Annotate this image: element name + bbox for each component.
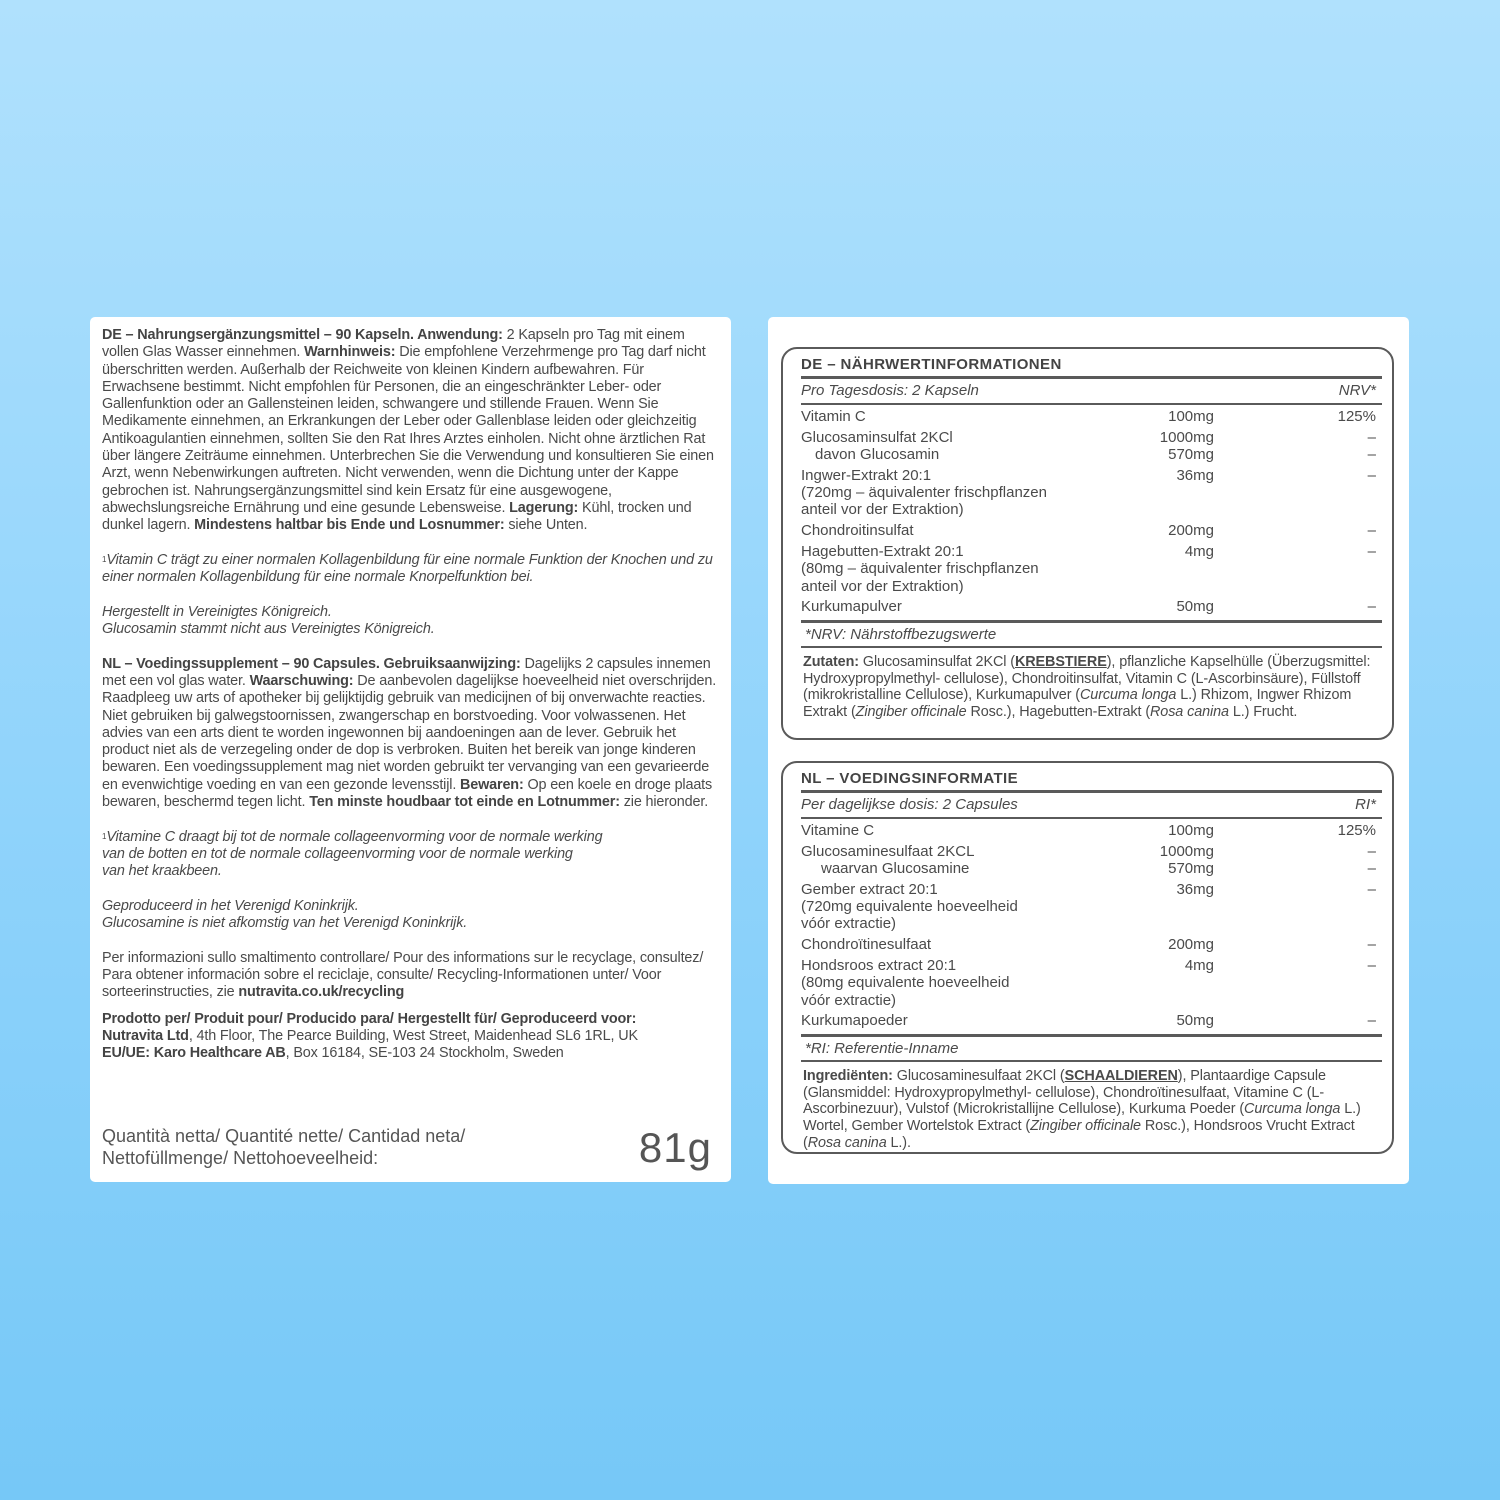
ingredients-text: Rosc.), Hondsroos Vrucht Extract ( bbox=[803, 1118, 1355, 1151]
ingredients-text: L.) Wortel, Gember Wortelstok Extract ( bbox=[803, 1101, 1361, 1135]
table-row bbox=[801, 598, 1382, 615]
nutrient-amount: 50mg bbox=[1176, 1012, 1214, 1030]
nutrient-ref: – bbox=[1367, 880, 1376, 898]
footnote-marker: 1 bbox=[102, 831, 107, 841]
nl-origin-line-1: Geproduceerd in het Verenigd Koninkrijk. bbox=[102, 897, 359, 914]
producer-label: Prodotto per/ Produit pour/ Producido para/ Hergestellt für/ Geproduceerd voor: bbox=[102, 1010, 637, 1027]
allergen: KREBSTIERE bbox=[1014, 653, 1107, 670]
nl-table-title: NL – VOEDINGSINFORMATIE bbox=[801, 763, 1382, 793]
nutrient-amount: 36mg bbox=[1176, 880, 1214, 898]
table-row bbox=[801, 408, 1382, 425]
nl-claim-line-1: Vitamine C draagt bij tot de normale collageenvorming voor de normale werking bbox=[106, 828, 603, 845]
nl-ref-header: RI* bbox=[1355, 796, 1376, 813]
nl-storage-text: Op een koele en droge plaats bewaren, beschermd tegen licht. bbox=[102, 776, 713, 811]
nutrient-amount: 100mg bbox=[1168, 822, 1214, 839]
nl-storage-heading: Bewaren: bbox=[460, 776, 524, 793]
de-nutrition-table bbox=[781, 347, 1394, 740]
nl-table-rows bbox=[801, 819, 1382, 1037]
nutrient-name: Ingwer-Extrakt 20:1 bbox=[801, 466, 932, 484]
nutrient-amount: 4mg bbox=[1184, 543, 1214, 561]
nl-bestbefore-text: zie hieronder. bbox=[619, 794, 709, 811]
nutrient-ref: – bbox=[1367, 446, 1376, 464]
nutrient-name: Hondsroos extract 20:1 bbox=[801, 957, 957, 975]
nl-table-footnote: *RI: Referentie-Inname bbox=[801, 1037, 1382, 1062]
de-usage-text: 2 Kapseln pro Tag mit einem vollen Glas Wasser einnehmen. bbox=[102, 327, 685, 361]
nutrient-amount: 1000mg bbox=[1159, 428, 1214, 446]
nutrient-name: Kurkumapoeder bbox=[801, 1012, 908, 1030]
de-origin-line-2: Glucosamin stammt nicht aus Vereinigtes Königreich. bbox=[102, 621, 435, 638]
nutrient-ref: – bbox=[1367, 842, 1376, 860]
nl-claim-line-3: van het kraakbeen. bbox=[102, 863, 222, 880]
ingredients-text: ), Plantaardige Capsule (Glansmiddel: Hydroxypropylmethyl- cellulose), Chondroïtinesulfaat, Vitamine C (L-Ascorbinezuur), Vulstof (Microkristallijne Cellulose), Kurkuma Poeder ( bbox=[803, 1067, 1326, 1118]
table-row bbox=[801, 522, 1382, 539]
nl-bestbefore-heading: Ten minste houdbaar tot einde en Lotnummer: bbox=[309, 794, 620, 811]
nutrient-amount: 100mg bbox=[1168, 408, 1214, 425]
table-row bbox=[801, 543, 1382, 595]
table-row bbox=[801, 936, 1382, 953]
nutrient-ref: – bbox=[1367, 543, 1376, 561]
de-per-dose: Pro Tagesdosis: 2 Kapseln bbox=[801, 382, 979, 399]
de-table-footnote: *NRV: Nährstoffbezugswerte bbox=[801, 623, 1382, 648]
nutrient-amount: 36mg bbox=[1176, 466, 1214, 484]
nl-usage-text: Dagelijks 2 capsules innemen met een vol glas water. bbox=[102, 655, 711, 689]
nutrient-amount: 570mg bbox=[1168, 860, 1214, 878]
nl-origin bbox=[102, 898, 719, 933]
nl-warning-heading: Waarschuwing: bbox=[249, 672, 354, 689]
uk-address: , 4th Floor, The Pearce Building, West Street, Maidenhead SL6 1RL, UK bbox=[188, 1027, 638, 1044]
recycling-info bbox=[102, 950, 719, 1002]
de-claim-text: Vitamin C trägt zu einer normalen Kollagenbildung für eine normale Funktion der Knochen und zu einer normalen Kollagenbildung für eine normale Knorpelfunktion bei. bbox=[102, 551, 713, 586]
uk-company: Nutravita Ltd bbox=[102, 1027, 189, 1044]
ingredients-label: Ingrediënten: bbox=[803, 1067, 893, 1084]
nutrient-amount: 1000mg bbox=[1159, 842, 1214, 860]
table-row bbox=[801, 822, 1382, 839]
eu-address: , Box 16184, SE-103 24 Stockholm, Sweden bbox=[285, 1045, 564, 1062]
de-table-header bbox=[801, 379, 1382, 405]
net-label-line-1: Quantità netta/ Quantité nette/ Cantidad neta/ bbox=[102, 1126, 466, 1146]
nutrient-ref: – bbox=[1367, 598, 1376, 616]
de-table-rows bbox=[801, 405, 1382, 623]
nutrient-ref: 125% bbox=[1337, 408, 1376, 425]
nl-table-header bbox=[801, 793, 1382, 819]
de-origin-line-1: Hergestellt in Vereinigtes Königreich. bbox=[102, 603, 332, 620]
nutrient-note: (720mg – äquivalenter frischpflanzen bbox=[801, 484, 1047, 502]
net-label-line-2: Nettofüllmenge/ Nettohoeveelheid: bbox=[102, 1148, 379, 1168]
nutrient-name: davon Glucosamin bbox=[815, 446, 940, 464]
nutrient-amount: 4mg bbox=[1184, 957, 1214, 975]
nl-nutrition-table bbox=[781, 761, 1394, 1154]
table-row bbox=[801, 860, 1382, 877]
net-quantity-label bbox=[102, 1125, 572, 1169]
nutrient-ref: – bbox=[1367, 428, 1376, 446]
net-quantity bbox=[102, 1125, 712, 1171]
table-row bbox=[801, 467, 1382, 519]
nl-claim-line-2: van de botten en tot de normale collageenvorming voor de normale werking bbox=[102, 845, 573, 862]
table-row bbox=[801, 429, 1382, 446]
eu-company: EU/UE: Karo Healthcare AB bbox=[102, 1045, 286, 1062]
nutrient-ref: – bbox=[1367, 466, 1376, 484]
ingredients-text: Glucosaminesulfaat 2KCl ( bbox=[892, 1067, 1065, 1084]
nutrient-ref: – bbox=[1367, 936, 1376, 954]
de-table-title: DE – NÄHRWERTINFORMATIONEN bbox=[801, 349, 1382, 379]
nutrient-name: Chondroitinsulfat bbox=[801, 522, 914, 540]
nutrient-ref: – bbox=[1367, 957, 1376, 975]
nutrient-amount: 200mg bbox=[1168, 522, 1214, 540]
nutrient-note: anteil vor der Extraktion) bbox=[801, 501, 964, 519]
nutrient-name: Gember extract 20:1 bbox=[801, 880, 938, 898]
table-row bbox=[801, 843, 1382, 860]
nutrient-name: Vitamine C bbox=[801, 822, 875, 839]
nutrient-amount: 570mg bbox=[1168, 446, 1214, 464]
nutrient-note: (720mg equivalente hoeveelheid bbox=[801, 898, 1018, 916]
nl-usage-paragraph bbox=[102, 656, 719, 812]
nutrient-note: (80mg – äquivalenter frischpflanzen bbox=[801, 560, 1039, 578]
table-row bbox=[801, 957, 1382, 1009]
de-storage-text: Kühl, trocken und dunkel lagern. bbox=[102, 499, 692, 534]
ingredients-text: Glucosaminsulfat 2KCl ( bbox=[858, 653, 1015, 670]
de-heading: DE – Nahrungsergänzungsmittel – 90 Kapseln. Anwendung: bbox=[102, 327, 503, 343]
de-usage-paragraph bbox=[102, 327, 719, 535]
ingredients-text: L.) Frucht. bbox=[1228, 704, 1298, 721]
label-text-panel bbox=[90, 317, 731, 1182]
nutrient-ref: – bbox=[1367, 860, 1376, 878]
de-bestbefore-heading: Mindestens haltbar bis Ende und Losnummer: bbox=[194, 517, 505, 534]
nl-warning-text: De aanbevolen dagelijkse hoeveelheid niet overschrijden. Raadpleeg uw arts of apotheker bij gelijktijdig gebruik van medicijnen of bij onverwachte reacties. Niet gebruiken bij galwegstoornissen, zwangerschap en borstvoeding. Voor volwassenen. Het advies van een arts dient te worden ingewonnen bij aandoeningen aan de lever. Gebruik het product niet als de verzegeling onder de dop is verbroken. Buiten het bereik van jonge kinderen bewaren. Een voedingssupplement mag niet worden gebruikt ter vervanging van een gevarieerde en evenwichtige voeding en van een gezonde levensstijl. bbox=[102, 672, 717, 793]
botanical-name: Rosa canina bbox=[807, 1134, 887, 1151]
nutrient-amount: 50mg bbox=[1176, 598, 1214, 616]
table-row bbox=[801, 881, 1382, 933]
ingredients-text: ), pflanzliche Kapselhülle (Überzugsmittel: Hydroxypropylmethyl- cellulose), Chondroitinsulfat, Vitamin C (L-Ascorbinsäure), Füllstoff (mikrokristalline Cellulose), Kurkumapulver ( bbox=[803, 653, 1371, 704]
nutrient-amount: 200mg bbox=[1168, 936, 1214, 954]
de-warning-heading: Warnhinweis: bbox=[304, 344, 396, 361]
nutrient-name: Hagebutten-Extrakt 20:1 bbox=[801, 543, 964, 561]
de-ref-header: NRV* bbox=[1338, 382, 1376, 399]
ingredients-text: L.). bbox=[886, 1134, 911, 1151]
ingredients-label: Zutaten: bbox=[803, 653, 859, 670]
allergen: SCHAALDIEREN bbox=[1064, 1067, 1178, 1084]
nutrient-note: vóór extractie) bbox=[801, 915, 897, 933]
nutrient-name: Glucosaminesulfaat 2KCL bbox=[801, 842, 975, 860]
de-ingredients bbox=[801, 648, 1382, 721]
de-origin bbox=[102, 604, 719, 639]
nutrient-ref: – bbox=[1367, 522, 1376, 540]
net-quantity-value: 81g bbox=[638, 1124, 712, 1171]
botanical-name: Curcuma longa bbox=[1244, 1101, 1341, 1118]
botanical-name: Rosa canina bbox=[1150, 704, 1229, 721]
nutrient-ref: – bbox=[1367, 1012, 1376, 1030]
nutrient-note: (80mg equivalente hoeveelheid bbox=[801, 974, 1010, 992]
botanical-name: Curcuma longa bbox=[1080, 687, 1177, 704]
footnote-marker: 1 bbox=[102, 554, 107, 564]
botanical-name: Zingiber officinale bbox=[855, 704, 967, 721]
recycling-url: nutravita.co.uk/recycling bbox=[238, 984, 405, 1001]
table-row bbox=[801, 446, 1382, 463]
botanical-name: Zingiber officinale bbox=[1030, 1118, 1141, 1135]
nutrient-name: Chondroïtinesulfaat bbox=[801, 936, 932, 954]
recycling-text: Per informazioni sullo smaltimento controllare/ Pour des informations sur le recyclage, consultez/ Para obtener información sobre el reciclaje, consulte/ Recycling-Informationen unter/ Voor sorteerinstructies, zie bbox=[102, 949, 704, 1001]
nutrition-panel bbox=[768, 317, 1409, 1184]
ingredients-text: Rosc.), Hagebutten-Extrakt ( bbox=[966, 704, 1151, 721]
producer-info bbox=[102, 1011, 719, 1063]
de-storage-heading: Lagerung: bbox=[509, 499, 579, 516]
nutrient-name: Kurkumapulver bbox=[801, 598, 902, 616]
de-bestbefore-text: siehe Unten. bbox=[504, 517, 588, 534]
nl-health-claim bbox=[102, 829, 719, 881]
nutrient-note: vóór extractie) bbox=[801, 991, 897, 1009]
nl-ingredients bbox=[801, 1062, 1382, 1152]
de-warning-text: Die empfohlene Verzehrmenge pro Tag darf nicht überschritten werden. Außerhalb der Reichweite von kleinen Kindern aufbewahren. Für Erwachsene bestimmt. Nicht empfohlen für Personen, die an eingeschränkter Leber- oder Gallenfunktion oder an Gallensteinen leiden, schwangere und stillende Frauen. Wenn Sie Medikamente einnehmen, an Erkrankungen der Leber oder Gallenblase leiden oder gleichzeitig Antikoagulantien einnehmen, sollten Sie den Rat Ihres Arztes einholen. Nicht ohne ärztlichen Rat über längere Zeiträume einnehmen. Unterbrechen Sie die Verwendung und konsultieren Sie einen Arzt, wenn Nebenwirkungen auftreten. Nicht verwenden, wenn die Dichtung unter der Kappe gebrochen ist. Nahrungsergänzungsmittel sind kein Ersatz für eine ausgewogene, abwechslungsreiche Ernährung und eine gesunde Lebensweise. bbox=[102, 344, 714, 516]
nl-heading: NL – Voedingssupplement – 90 Capsules. Gebruiksaanwijzing: bbox=[102, 655, 521, 672]
nutrient-name: Vitamin C bbox=[801, 408, 866, 425]
nutrient-note: anteil vor der Extraktion) bbox=[801, 577, 964, 595]
nutrient-name: Glucosaminsulfat 2KCl bbox=[801, 428, 953, 446]
nl-per-dose: Per dagelijkse dosis: 2 Capsules bbox=[801, 796, 1018, 813]
nutrient-ref: 125% bbox=[1337, 822, 1376, 839]
nl-origin-line-2: Glucosamine is niet afkomstig van het Verenigd Koninkrijk. bbox=[102, 915, 468, 932]
de-health-claim bbox=[102, 552, 719, 587]
ingredients-text: L.) Rhizom, Ingwer Rhizom Extrakt ( bbox=[803, 687, 1352, 721]
nutrient-name: waarvan Glucosamine bbox=[821, 860, 970, 878]
table-row bbox=[801, 1012, 1382, 1029]
